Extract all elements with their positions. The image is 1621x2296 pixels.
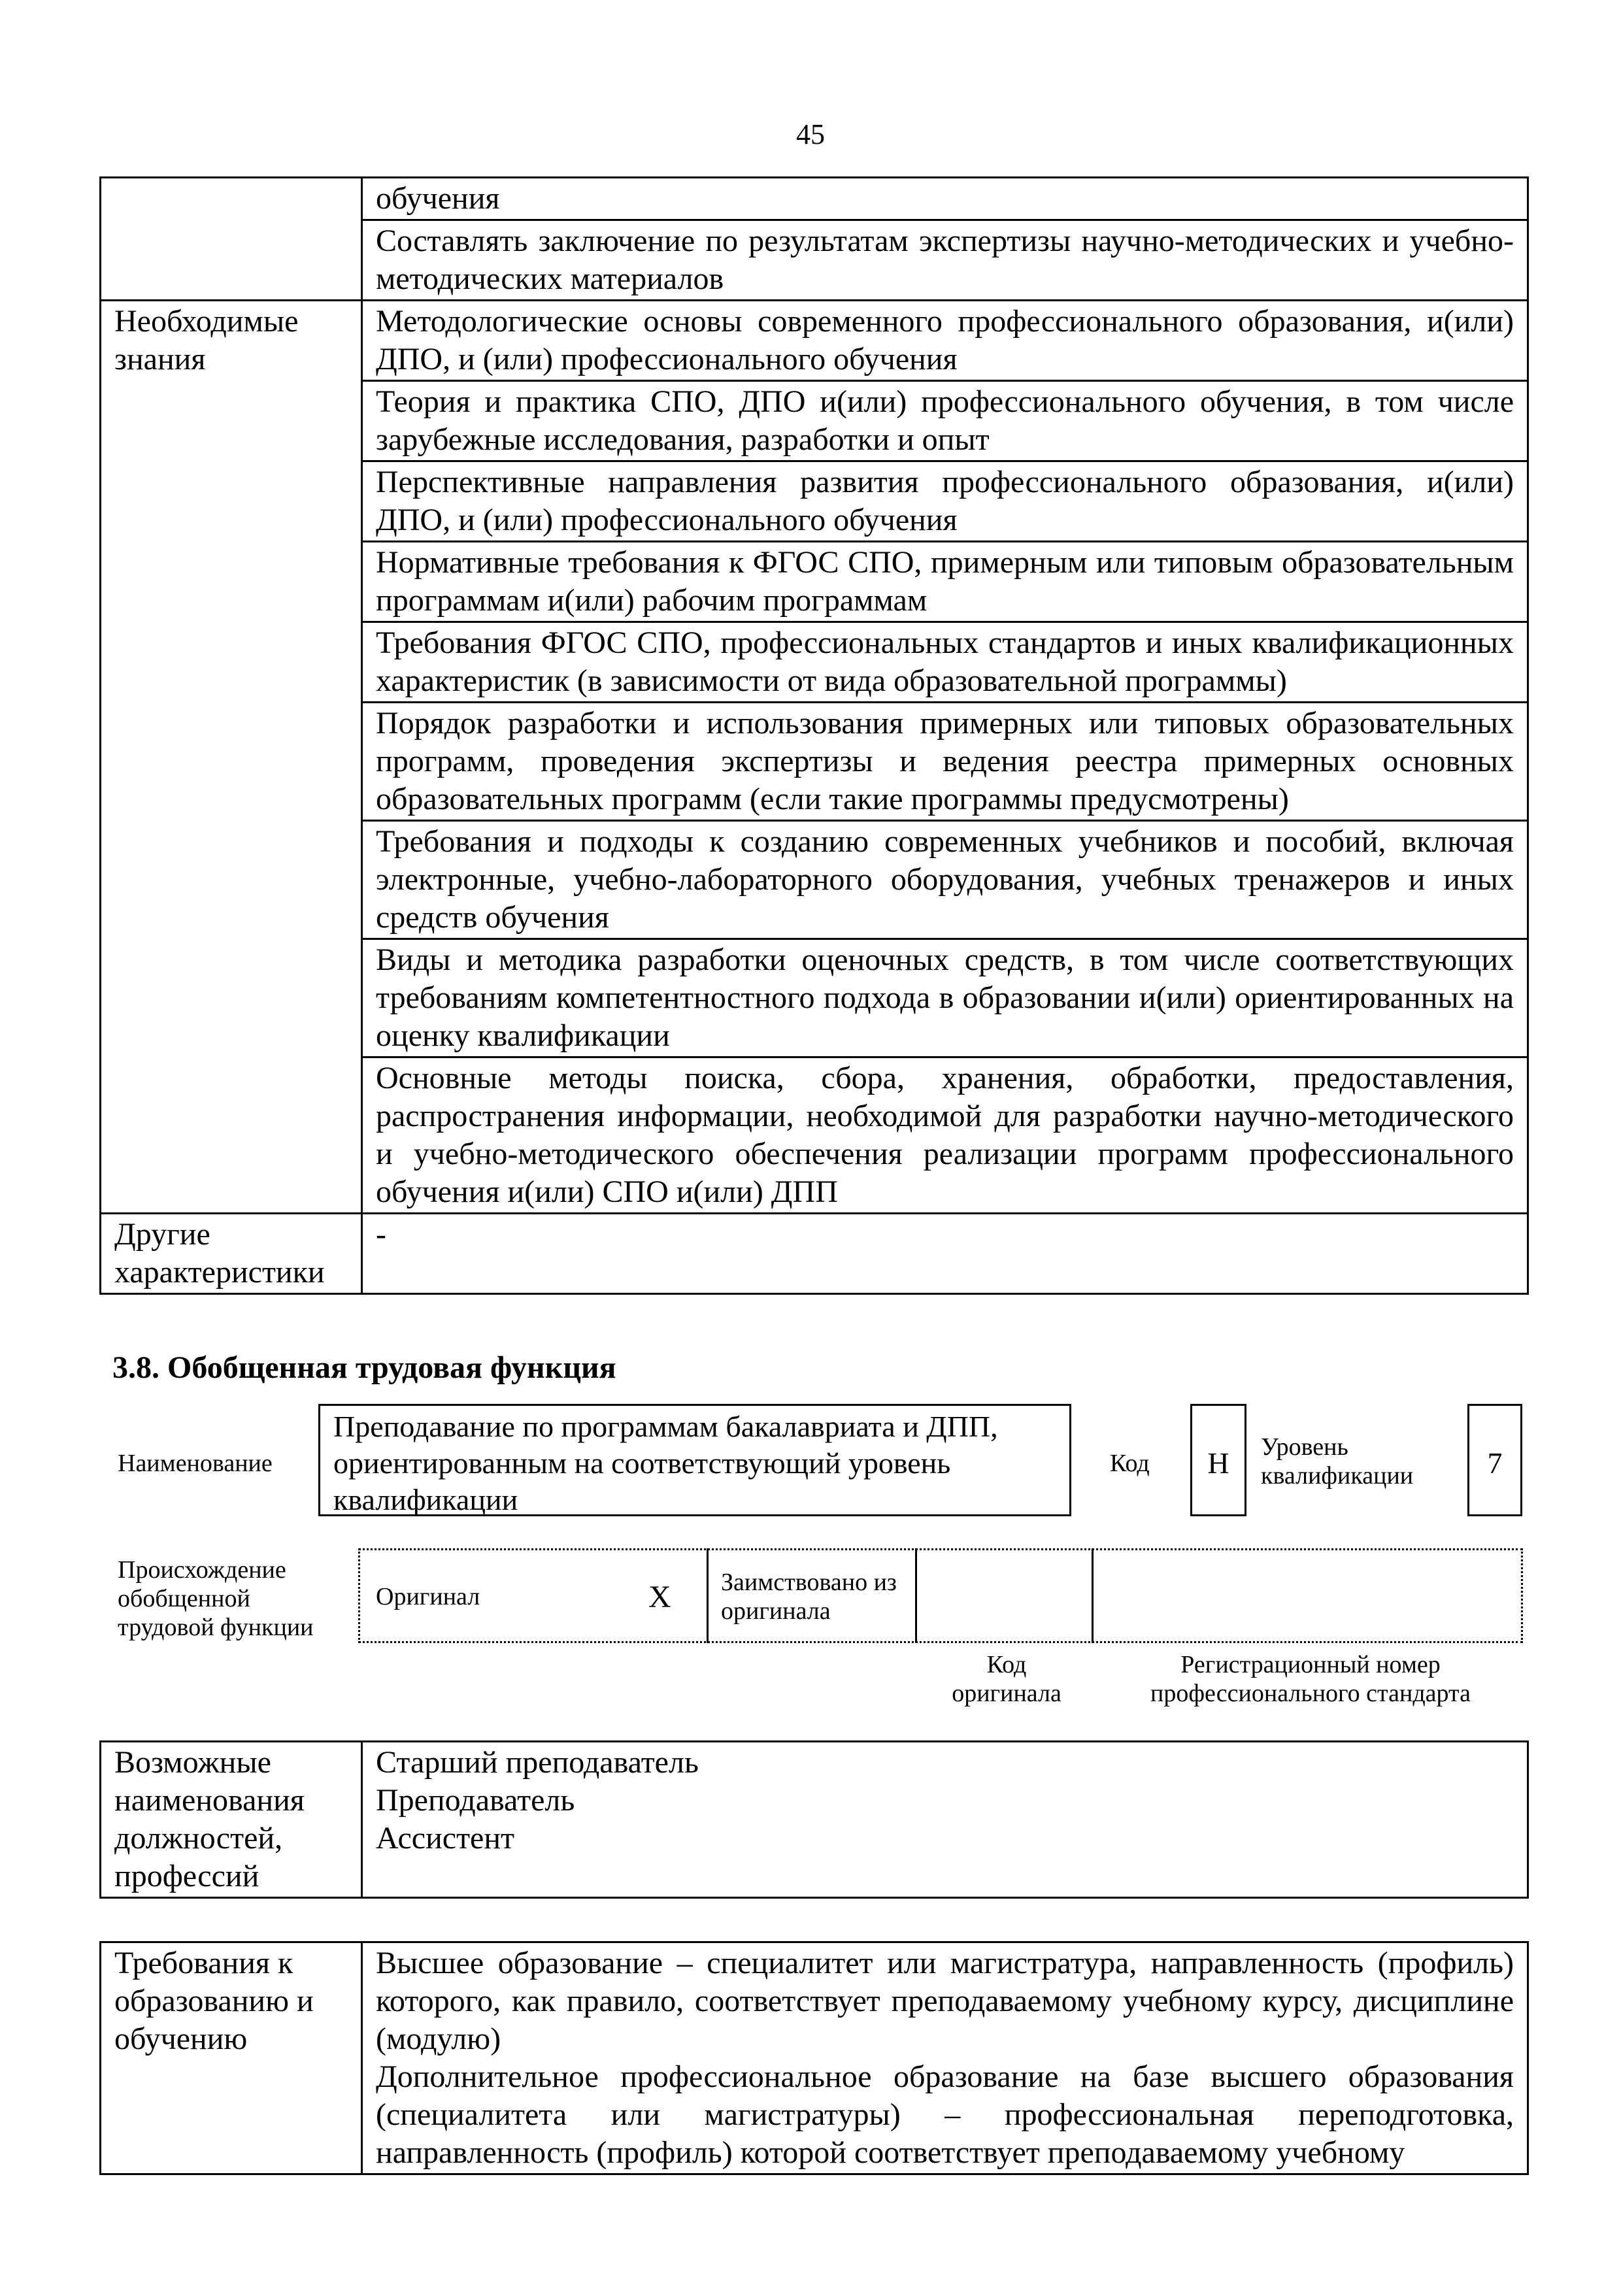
table-cell: Составлять заключение по результатам экспертизы научно-методических и учебно-методических материалов <box>362 220 1528 301</box>
function-name-box <box>318 1404 1071 1516</box>
table-cell: - <box>362 1214 1528 1294</box>
requirement-paragraph: Высшее образование – специалитет или магистратура, направленность (профиль) которого, как правило, соответствует преподаваемому учебному курсу, дисциплине (модулю) <box>376 1946 1514 2056</box>
positions-table <box>99 1740 1529 1899</box>
code-value-box <box>1190 1404 1246 1516</box>
requirements-content <box>362 1942 1528 2174</box>
original-label: Оригинал <box>376 1583 480 1610</box>
table-cell: Теория и практика СПО, ДПО и(или) профессионального обучения, в том числе зарубежные исследования, разработки и опыт <box>362 381 1528 461</box>
origin-code-cell <box>915 1548 1094 1643</box>
table-row <box>101 1214 1528 1294</box>
table-cell: Методологические основы современного профессионального образования, и(или) ДПО, и (или) профессионального обучения <box>362 301 1528 381</box>
section-title: 3.8. Обобщенная трудовая функция <box>112 1350 616 1385</box>
row-label <box>101 178 362 301</box>
table-cell: Требования и подходы к созданию современных учебников и пособий, включая электронные, учебно-лабораторного оборудования, учебных тренажеров и иных средств обучения <box>362 821 1528 939</box>
row-label-requirements: Требования к образованию и обучению <box>101 1942 362 2174</box>
table-cell: Виды и методика разработки оценочных средств, в том числе соответствующих требованиям компетентностного подхода в образовании и(или) ориентированных на оценку квалификации <box>362 939 1528 1057</box>
row-label-positions: Возможные наименования должностей, профессий <box>101 1742 362 1898</box>
page-number: 45 <box>796 118 825 150</box>
name-label: Наименование <box>118 1450 273 1477</box>
table-cell: Нормативные требования к ФГОС СПО, примерным или типовым образовательным программам и(или) рабочим программам <box>362 542 1528 622</box>
requirement-paragraph: Дополнительное профессиональное образование на базе высшего образования (специалитета или магистратуры) – профессиональная переподготовка, направленность (профиль) которой соответствует преподаваемому учебному <box>376 2059 1514 2170</box>
table-cell: Перспективные направления развития профессионального образования, и(или) ДПО, и (или) профессионального обучения <box>362 461 1528 542</box>
level-value-box <box>1467 1404 1522 1516</box>
table-cell: Основные методы поиска, сбора, хранения, обработки, предоставления, распространения информации, необходимой для разработки научно-методического и учебно-методического обеспечения реализации программ профессионального обучения и(или) СПО и(или) ДПП <box>362 1057 1528 1214</box>
row-label-other: Другие характеристики <box>101 1214 362 1294</box>
list-item: Преподаватель <box>376 1783 575 1818</box>
reg-number-caption: Регистрационный номер профессионального стандарта <box>1150 1651 1471 1707</box>
level-value: 7 <box>1487 1446 1503 1480</box>
level-label: Уровень квалификации <box>1261 1433 1414 1489</box>
table-row <box>101 1742 1528 1898</box>
table-row <box>101 1942 1528 2174</box>
table-cell: Требования ФГОС СПО, профессиональных стандартов и иных квалификационных характеристик (в зависимости от вида образовательной программы) <box>362 622 1528 703</box>
table-cell: обучения <box>362 178 1528 220</box>
code-label: Код <box>1110 1450 1150 1477</box>
origin-code-caption: Код оригинала <box>952 1651 1061 1707</box>
positions-list <box>362 1742 1528 1898</box>
borrowed-label: Заимствовано из оригинала <box>721 1569 897 1625</box>
list-item: Старший преподаватель <box>376 1745 699 1780</box>
function-name: Преподавание по программам бакалавриата и ДПП, ориентированным на соответствующий уровень квалификации <box>333 1410 998 1516</box>
origin-label: Происхождение обобщенной трудовой функции <box>118 1556 314 1641</box>
table-row <box>101 178 1528 220</box>
code-value: Н <box>1207 1446 1229 1480</box>
list-item: Ассистент <box>376 1821 515 1855</box>
original-mark: X <box>648 1580 671 1614</box>
table-row <box>101 301 1528 381</box>
knowledge-table <box>99 176 1529 1295</box>
table-cell: Порядок разработки и использования примерных или типовых образовательных программ, проведения экспертизы и ведения реестра примерных основных образовательных программ (если такие программы предусмотрены) <box>362 703 1528 821</box>
row-label-knowledge: Необходимые знания <box>101 301 362 1214</box>
requirements-table <box>99 1941 1529 2175</box>
